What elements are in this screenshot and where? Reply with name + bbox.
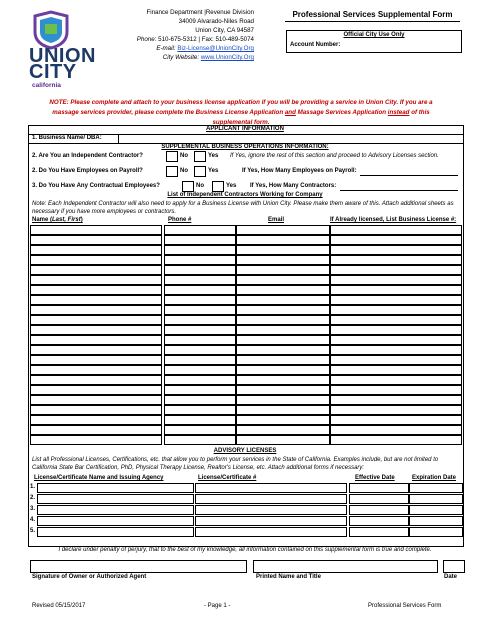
printed-name-field[interactable] bbox=[253, 560, 438, 573]
contractor-name-cell[interactable] bbox=[30, 345, 162, 355]
department-info bbox=[94, 8, 254, 62]
contractor-name-cell[interactable] bbox=[30, 295, 162, 305]
contractor-email-cell[interactable] bbox=[236, 275, 330, 285]
payroll-no-checkbox[interactable] bbox=[166, 166, 178, 177]
license-name-cell[interactable] bbox=[37, 516, 194, 526]
phone-fax: Phone: 510-675-5312 | Fax: 510-489-5074 bbox=[136, 36, 254, 43]
contractor-email-cell[interactable] bbox=[236, 335, 330, 345]
contractor-license-cell[interactable] bbox=[330, 265, 462, 275]
contractor-email-cell[interactable] bbox=[236, 265, 330, 275]
yes-label: Yes bbox=[208, 168, 219, 174]
contractor-license-cell[interactable] bbox=[330, 435, 462, 445]
contractor-license-cell[interactable] bbox=[330, 345, 462, 355]
official-use-heading: Official City Use Only bbox=[343, 32, 405, 38]
contractor-email-cell[interactable] bbox=[236, 355, 330, 365]
contractor-name-cell[interactable] bbox=[30, 385, 162, 395]
contractor-name-cell[interactable] bbox=[30, 335, 162, 345]
contractor-name-cell[interactable] bbox=[30, 415, 162, 425]
address-line-1: 34009 Alvarado-Niles Road bbox=[178, 18, 254, 25]
contractor-email-cell[interactable] bbox=[236, 375, 330, 385]
contractor-license-cell[interactable] bbox=[330, 225, 462, 235]
license-name-cell[interactable] bbox=[37, 505, 194, 515]
contractor-license-cell[interactable] bbox=[330, 235, 462, 245]
contractor-email-cell[interactable] bbox=[236, 395, 330, 405]
contractor-name-cell[interactable] bbox=[30, 225, 162, 235]
supplemental-heading: SUPPLEMENTAL BUSINESS OPERATIONS INFORMATION: bbox=[161, 144, 329, 150]
business-name-label: 1. Business Name/ DBA: bbox=[32, 135, 102, 141]
contractor-phone-cell[interactable] bbox=[164, 325, 236, 335]
license-number-cell[interactable] bbox=[195, 505, 347, 515]
license-name-cell[interactable] bbox=[37, 494, 194, 504]
license-number-cell[interactable] bbox=[195, 494, 347, 504]
contractor-license-cell[interactable] bbox=[330, 325, 462, 335]
advisory-row-number: 3. bbox=[30, 506, 36, 512]
advisory-row-number: 4. bbox=[30, 517, 36, 523]
no-label: No bbox=[180, 153, 188, 159]
expiration-date-cell[interactable] bbox=[409, 483, 463, 493]
advisory-heading: ADVISORY LICENSES bbox=[213, 448, 277, 454]
contractor-phone-cell[interactable] bbox=[164, 365, 236, 375]
contractual-yes-checkbox[interactable] bbox=[212, 181, 224, 192]
col-license-name-header: License/Certificate Name and Issuing Agency bbox=[34, 475, 164, 481]
contractor-license-cell[interactable] bbox=[330, 275, 462, 285]
contractor-name-cell[interactable] bbox=[30, 365, 162, 375]
contractor-name-cell[interactable] bbox=[30, 315, 162, 325]
yes-label: Yes bbox=[208, 153, 219, 159]
business-name-field[interactable] bbox=[118, 134, 463, 143]
contractor-name-cell[interactable] bbox=[30, 255, 162, 265]
contractor-phone-cell[interactable] bbox=[164, 255, 236, 265]
expiration-date-cell[interactable] bbox=[409, 494, 463, 504]
license-number-cell[interactable] bbox=[195, 527, 347, 537]
contractor-email-cell[interactable] bbox=[236, 305, 330, 315]
payroll-count-field[interactable] bbox=[360, 175, 458, 176]
advisory-row-number: 5. bbox=[30, 528, 36, 534]
contractor-license-cell[interactable] bbox=[330, 415, 462, 425]
contractor-email-cell[interactable] bbox=[236, 405, 330, 415]
contractor-email-cell[interactable] bbox=[236, 295, 330, 305]
contractors-heading: List of Independent Contractors Working for Company bbox=[167, 192, 323, 198]
col-license-number-header: License/Certificate # bbox=[198, 475, 257, 481]
contractor-license-cell[interactable] bbox=[330, 365, 462, 375]
contractor-name-cell[interactable] bbox=[30, 285, 162, 295]
contractor-email-cell[interactable] bbox=[236, 285, 330, 295]
signature-label: Signature of Owner or Authorized Agent bbox=[32, 574, 147, 580]
contractor-phone-cell[interactable] bbox=[164, 285, 236, 295]
effective-date-cell[interactable] bbox=[349, 483, 409, 493]
title-rule bbox=[285, 21, 460, 22]
contractor-license-cell[interactable] bbox=[330, 405, 462, 415]
address-line-2: Union City, CA 94587 bbox=[195, 27, 254, 34]
contractor-name-cell[interactable] bbox=[30, 395, 162, 405]
contractor-phone-cell[interactable] bbox=[164, 375, 236, 385]
col-effective-header: Effective Date bbox=[355, 475, 395, 481]
contractor-email-cell[interactable] bbox=[236, 415, 330, 425]
contractor-phone-cell[interactable] bbox=[164, 225, 236, 235]
date-field[interactable] bbox=[443, 560, 465, 573]
contractor-license-cell[interactable] bbox=[330, 355, 462, 365]
contractor-email-cell[interactable] bbox=[236, 315, 330, 325]
contractors-count-label: If Yes, How Many Contractors: bbox=[250, 183, 337, 189]
form-title: Professional Services Supplemental Form bbox=[292, 10, 453, 19]
contractor-license-cell[interactable] bbox=[330, 425, 462, 435]
contractor-license-cell[interactable] bbox=[330, 375, 462, 385]
payroll-count-label: If Yes, How Many Employees on Payroll: bbox=[242, 168, 357, 174]
contractor-license-cell[interactable] bbox=[330, 295, 462, 305]
union-city-logo-mark bbox=[31, 10, 71, 50]
advisory-row-number: 1. bbox=[30, 484, 36, 490]
logo-subtitle: california bbox=[32, 82, 61, 89]
contractor-license-cell[interactable] bbox=[330, 255, 462, 265]
expiration-date-cell[interactable] bbox=[409, 516, 463, 526]
contractor-phone-cell[interactable] bbox=[164, 245, 236, 255]
contractor-name-cell[interactable] bbox=[30, 405, 162, 415]
q-employees-payroll: 2. Do You Have Employees on Payroll? bbox=[32, 168, 143, 174]
license-name-cell[interactable] bbox=[37, 527, 194, 537]
official-use-box bbox=[286, 30, 462, 53]
contractor-email-cell[interactable] bbox=[236, 435, 330, 445]
yes-label: Yes bbox=[226, 183, 237, 189]
advisory-note: List all Professional Licenses, Certifications, etc. that allow you to perform your services in the State of California. Examples include, but are not limited to California State Bar Certification, PhD, Physical Therapy License, Realtor's License, etc. Attach additional forms if necessary: bbox=[32, 457, 439, 471]
revised-date: Revised 05/15/2017 bbox=[32, 603, 86, 609]
website-link[interactable]: www.UnionCity.Org bbox=[200, 54, 254, 61]
contractor-license-cell[interactable] bbox=[330, 285, 462, 295]
contractor-phone-cell[interactable] bbox=[164, 435, 236, 445]
contractors-count-field[interactable] bbox=[340, 190, 458, 191]
footer-form-name: Professional Services Form bbox=[368, 603, 442, 609]
printed-name-label: Printed Name and Title bbox=[256, 574, 321, 580]
contractor-phone-cell[interactable] bbox=[164, 335, 236, 345]
page-number: - Page 1 - bbox=[204, 603, 231, 609]
contractor-email-cell[interactable] bbox=[236, 385, 330, 395]
contractor-name-cell[interactable] bbox=[30, 235, 162, 245]
expiration-date-cell[interactable] bbox=[409, 527, 463, 537]
no-label: No bbox=[196, 183, 204, 189]
contractor-license-cell[interactable] bbox=[330, 335, 462, 345]
contractor-phone-cell[interactable] bbox=[164, 315, 236, 325]
effective-date-cell[interactable] bbox=[349, 516, 409, 526]
col-email-header: Email bbox=[268, 217, 285, 223]
contractor-name-cell[interactable] bbox=[30, 435, 162, 445]
contractor-license-cell[interactable] bbox=[330, 395, 462, 405]
contractors-note: Note: Each Independent Contractor will also need to apply for a Business License with Union City. Please make them aware of this. Attach additional sheets as necessary if you have more employees or contractors. bbox=[32, 201, 454, 215]
col-phone-header: Phone # bbox=[168, 217, 192, 223]
contractor-name-cell[interactable] bbox=[30, 245, 162, 255]
contractor-phone-cell[interactable] bbox=[164, 355, 236, 365]
independent-yes-checkbox[interactable] bbox=[194, 151, 206, 162]
contractor-license-cell[interactable] bbox=[330, 245, 462, 255]
contractor-email-cell[interactable] bbox=[236, 345, 330, 355]
col-license-header: If Already licensed, List Business License #: bbox=[330, 217, 457, 223]
q-contractual-employees: 3. Do You Have Any Contractual Employees? bbox=[32, 183, 160, 189]
contractor-phone-cell[interactable] bbox=[164, 405, 236, 415]
email-link[interactable]: Biz-License@UnionCity.Org bbox=[177, 45, 254, 52]
applicant-heading: APPLICANT INFORMATION bbox=[206, 126, 284, 132]
contractor-email-cell[interactable] bbox=[236, 235, 330, 245]
contractor-phone-cell[interactable] bbox=[164, 385, 236, 395]
no-label: No bbox=[180, 168, 188, 174]
contractor-phone-cell[interactable] bbox=[164, 295, 236, 305]
contractor-phone-cell[interactable] bbox=[164, 425, 236, 435]
contractor-name-cell[interactable] bbox=[30, 355, 162, 365]
effective-date-cell[interactable] bbox=[349, 505, 409, 515]
contractor-phone-cell[interactable] bbox=[164, 345, 236, 355]
col-expiration-header: Expiration Date bbox=[412, 475, 457, 481]
independent-note: If Yes, ignore the rest of this section and proceed to Advisory Licenses section. bbox=[230, 153, 439, 159]
payroll-yes-checkbox[interactable] bbox=[194, 166, 206, 177]
q-independent-contractor: 2. Are You an Independent Contractor? bbox=[32, 153, 143, 159]
contractor-license-cell[interactable] bbox=[330, 315, 462, 325]
license-number-cell[interactable] bbox=[195, 516, 347, 526]
contractor-email-cell[interactable] bbox=[236, 225, 330, 235]
contractor-phone-cell[interactable] bbox=[164, 265, 236, 275]
independent-no-checkbox[interactable] bbox=[166, 151, 178, 162]
signature-field[interactable] bbox=[30, 560, 247, 573]
contractor-name-cell[interactable] bbox=[30, 325, 162, 335]
contractor-name-cell[interactable] bbox=[30, 305, 162, 315]
contractor-email-cell[interactable] bbox=[236, 425, 330, 435]
contractor-name-cell[interactable] bbox=[30, 425, 162, 435]
contractor-phone-cell[interactable] bbox=[164, 395, 236, 405]
contractor-name-cell[interactable] bbox=[30, 265, 162, 275]
contractor-email-cell[interactable] bbox=[236, 245, 330, 255]
contractor-email-cell[interactable] bbox=[236, 255, 330, 265]
date-label: Date bbox=[444, 574, 458, 580]
contractor-license-cell[interactable] bbox=[330, 385, 462, 395]
col-name-header: Name (Last, First) bbox=[32, 217, 83, 223]
advisory-row-number: 2. bbox=[30, 495, 36, 501]
contractual-no-checkbox[interactable] bbox=[182, 181, 194, 192]
dept-name: Finance Department |Revenue Division bbox=[146, 9, 254, 16]
contractor-phone-cell[interactable] bbox=[164, 275, 236, 285]
license-number-cell[interactable] bbox=[195, 483, 347, 493]
contractor-phone-cell[interactable] bbox=[164, 305, 236, 315]
logo-wordmark: UNION CITY bbox=[29, 45, 96, 83]
effective-date-cell[interactable] bbox=[349, 527, 409, 537]
declaration-text: I declare under penalty of perjury, that to the best of my knowledge, all information contained on this supplemental form is true and complete. bbox=[58, 547, 432, 553]
note-text: NOTE: Please complete and attach to your business license application if you will be providing a service in Union City. If you are a massage services provider, please complete the Business License Application and Massage Services Application instead of this supplemental form. bbox=[49, 99, 433, 126]
contractor-phone-cell[interactable] bbox=[164, 415, 236, 425]
license-name-cell[interactable] bbox=[37, 483, 194, 493]
contractor-phone-cell[interactable] bbox=[164, 235, 236, 245]
expiration-date-cell[interactable] bbox=[409, 505, 463, 515]
contractor-email-cell[interactable] bbox=[236, 325, 330, 335]
website-line: City Website: www.UnionCity.Org bbox=[162, 54, 254, 61]
contractor-email-cell[interactable] bbox=[236, 365, 330, 375]
effective-date-cell[interactable] bbox=[349, 494, 409, 504]
contractor-name-cell[interactable] bbox=[30, 375, 162, 385]
contractor-name-cell[interactable] bbox=[30, 275, 162, 285]
contractor-license-cell[interactable] bbox=[330, 305, 462, 315]
email-line: E-mail: Biz-License@UnionCity.Org bbox=[156, 45, 254, 52]
account-number-label: Account Number: bbox=[290, 42, 341, 48]
